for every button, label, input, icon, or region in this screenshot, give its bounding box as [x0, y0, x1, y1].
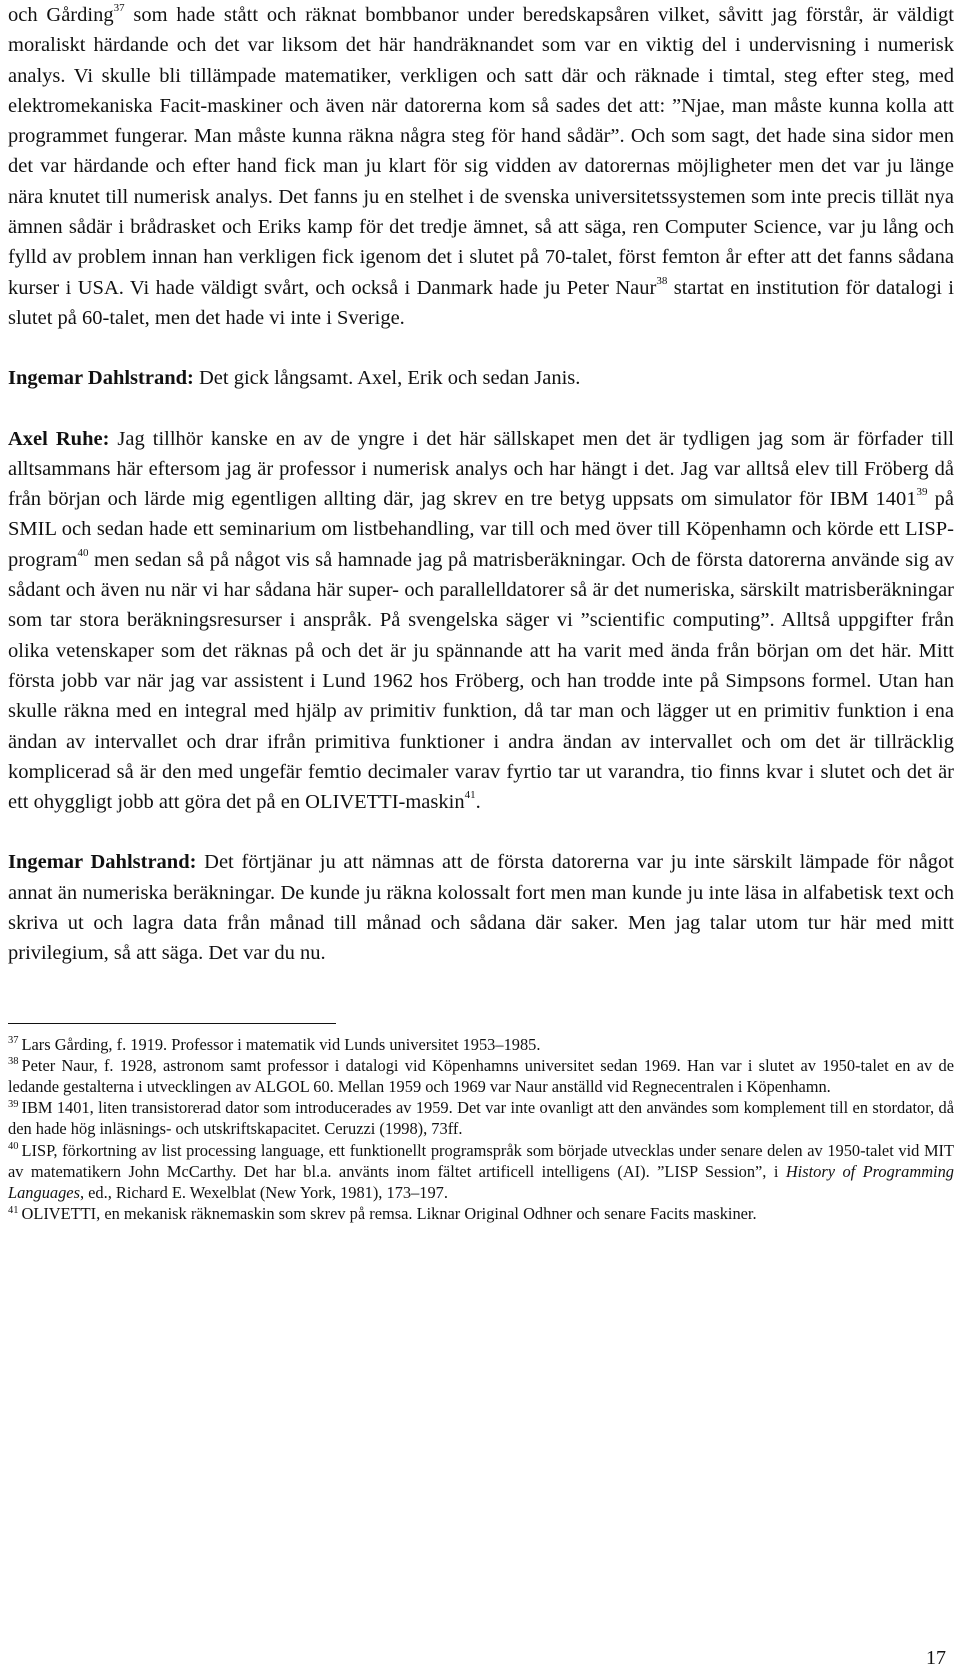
footnote-divider: [8, 1023, 336, 1024]
body-text: [8, 0, 954, 969]
text-run: , ed., Richard E. Wexelblat (New York, 1981), 173–197.: [79, 1183, 448, 1203]
text-run: men sedan så på något vis så hamnade jag på matrisberäkningar. Och de första datorerna använde sig av sådant och även nu när vi har sådana här super- och parallelldatorer så är det numeriska, särskilt matrisberäkningar som tar stora beräkningsresurser i anspråk. På svengelska säger vi ”scientific computing”. Alltså uppgifter från olika vetenskaper som det räknas på och det är ju spännande att ha varit med ända från början om det här. Mitt första jobb var när jag var assistent i Lund 1962 hos Fröberg, och han trodde inte på Simpsons formel. Utan han skulle räkna med en integral med hjälp av primitiv funktion, då tar man och lägger ut en primitiv funktion i ena ändan av intervallet och drar ifrån primitiva funktioner i andra ändan av intervallet och om det är tillräcklig komplicerad så är den med ungefär femtio decimaler varav fyrtio tar ut varandra, tio finns kvar i slutet och det är ett ohyggligt jobb att göra det på en OLIVETTI-maskin: [8, 548, 954, 814]
page: [8, 0, 954, 1224]
footnote-ref: 41: [464, 789, 476, 802]
footnote-ref: 38: [656, 274, 668, 287]
text-run: startat en institution för datalogi i slutet på 60-talet, men det hade vi inte i Sverige.: [8, 276, 954, 329]
footnote-ref: 37: [113, 2, 125, 15]
text-run: LISP, förkortning av list processing language, ett funktionellt programspråk som började utvecklas under senare delen av 1950-talet vid MIT av matematikern John McCarthy. Det har bl.a. använts inom fältet artificell intelligens (AI). ”LISP Session”, i: [8, 1140, 954, 1181]
text-run: Lars Gårding, f. 1919. Professor i matematik vid Lunds universitet 1953–1985.: [21, 1034, 541, 1054]
footnote: [8, 1097, 954, 1139]
text-run: OLIVETTI, en mekanisk räknemaskin som skrev på remsa. Liknar Original Odhner och senare Facits maskiner.: [21, 1204, 757, 1224]
footnote-number: 41: [8, 1204, 19, 1216]
text-run: Peter Naur, f. 1928, astronom samt professor i datalogi vid Köpenhamns universitet sedan 1969. Han var i slutet av 1950-talet en av de ledande gestalterna i utvecklingen av ALGOL 60. Mellan 1959 och 1969 var Naur anställd vid Regnecentralen i Köpenhamn.: [8, 1055, 954, 1097]
text-run: IBM 1401, liten transistorerad dator som introducerades av 1959. Det var inte ovanligt att den användes som komplement till en stordator, då den hade hög inläsnings- och utskriftskapacitet. Ceruzzi (1998), 73ff.: [8, 1098, 954, 1139]
text-run: Jag tillhör kanske en av de yngre i det här sällskapet men det är tydligen jag som är förfader till alltsammans här eftersom jag är professor i numerisk analys och har hängt i det. Jag var alltså elev till Fröberg då från början och lärde mig egentligen allting där, jag skrev en tre betyg uppsats om simulator för IBM 1401: [8, 427, 954, 511]
text-run: som hade stått och räknat bombbanor under beredskapsåren vilket, såvitt jag förstår, är väldigt moraliskt härdande och det var liksom det här handräknandet som var en viktig del i undervisning i numerisk analys. Vi skulle bli tillämpade matematiker, verkligen och satt där och räknade i timtal, steg efter steg, med elektromekaniska Facit-maskiner och även när datorerna kom så sades det att: ”Njae, man måste kunna kolla att programmet fungerar. Man måste kunna räkna några steg för hand sådär”. Och som sagt, det hade sina sidor men det var härdande och efter hand fick man ju klart för sig vidden av datorernas möjligheter men det var ju länge nära knutet till numerisk analys. Det fanns ju en stelhet i de svenska universitetssystemen som inte precis tillät nya ämnen sådär i brådrasket och Eriks kamp för det tredje ämnet, så att säga, ren Computer Science, var ju lång och fylld av problem innan han verkligen fick igenom det i slutet på 70-talet, först femton år efter att det fanns sådana kurser i USA. Vi hade väldigt svårt, och också i Danmark hade ju Peter Naur: [8, 4, 954, 299]
footnotes: [8, 1034, 954, 1225]
italic-title: History of Programming Languages: [8, 1161, 954, 1203]
speaker-name: Ingemar Dahlstrand:: [8, 367, 194, 390]
paragraph-gap: [8, 817, 954, 847]
footnote: [8, 1140, 954, 1204]
paragraph: [8, 363, 954, 393]
paragraph-gap: [8, 333, 954, 363]
footnote-number: 40: [8, 1141, 19, 1153]
text-run: .: [475, 791, 481, 814]
footnote-number: 39: [8, 1098, 19, 1110]
page-number: 17: [926, 1647, 946, 1669]
text-run: Det förtjänar ju att nämnas att de första datorerna var ju inte särskilt lämpade för något annat än numeriska beräkningar. De kunde ju räkna kolossalt fort men man kunde ju inte läsa in alfabetisk text och skriva ut och lagra data från månad till månad och sådana där saker. Men jag talar utom tur här med mitt privilegium, så att säga. Det var du nu.: [8, 851, 954, 965]
text-run: och Gårding: [8, 4, 114, 26]
text-run: på SMIL och sedan hade ett seminarium om listbehandling, var till och med över till Köpenhamn och körde ett LISP-program: [8, 488, 954, 571]
footnote: [8, 1203, 954, 1224]
text-run: Det gick långsamt. Axel, Erik och sedan Janis.: [193, 367, 581, 390]
footnote-ref: 40: [77, 546, 89, 559]
footnote-number: 38: [8, 1056, 19, 1068]
footnote-ref: 39: [916, 486, 928, 499]
speaker-name: Ingemar Dahlstrand:: [8, 851, 197, 874]
footnote: [8, 1034, 954, 1055]
footnote: [8, 1055, 954, 1097]
speaker-name: Axel Ruhe:: [8, 427, 110, 450]
paragraph: [8, 424, 954, 818]
paragraph: [8, 0, 954, 333]
footnote-number: 37: [8, 1035, 19, 1047]
paragraph-gap: [8, 394, 954, 424]
paragraph: [8, 847, 954, 968]
